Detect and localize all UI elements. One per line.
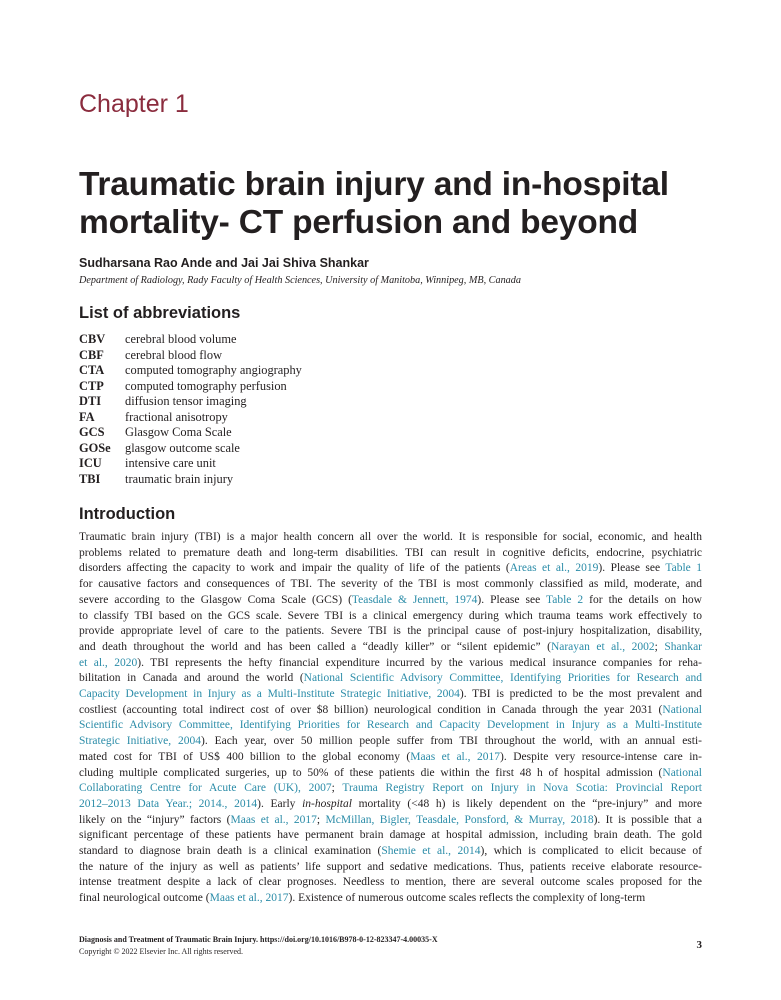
abbreviation-code: GOSe [79,440,111,455]
paragraph-line [79,609,702,625]
citation-link[interactable]: Shemie et al., 2014 [381,845,481,858]
paragraph-line [79,844,702,860]
abbreviation-meaning: computed tomography angiography [125,363,302,377]
paragraph-line [79,718,702,734]
body-text: significant percentage of these patients have permanent brain damage at hospital admission, including brain death. The gold [79,829,702,842]
affiliation: Department of Radiology, Rady Faculty of Health Sciences, University of Manitoba, Winnipeg, MB, Canada [79,275,521,286]
paragraph-line [79,561,702,577]
emphasis-text: in-hospital [302,797,352,810]
citation-link[interactable]: et al., 2020 [79,656,138,669]
abbreviation-code: CBV [79,332,106,346]
body-text: provide appropriate level of care to the patients. Severe TBI is the principal cause of post-injury hospitalization, disability, [79,625,702,638]
body-text: cluding multiple complicated surgeries, up to 50% of these patients die within the first 48 h of hospital admission ( [79,766,663,779]
page-footer [79,935,702,956]
abbreviation-row [79,425,302,441]
paragraph-line [79,891,702,907]
citation-link[interactable]: Trauma Registry Report on Injury in Nova Scotia: Provincial Report [342,782,702,795]
chapter-title: Traumatic brain injury and in-hospital mortality- CT perfusion and beyond [79,166,669,241]
paragraph-line [79,656,702,672]
paragraph-line [79,703,702,719]
paragraph-line [79,687,702,703]
introduction-heading: Introduction [79,505,176,523]
abbreviation-row [79,472,302,488]
body-text: ). Despite very resource-intense care in- [500,750,702,763]
paragraph-line [79,530,702,546]
body-text: problems related to premature death and long-term disabilities. TBI can result in cognitive deficits, endocrine, psychiatric [79,546,702,559]
paragraph-line [79,734,702,750]
body-text: ). Please see [477,593,546,606]
abbreviation-code: CBF [79,347,104,362]
abbreviation-code: GCS [79,425,105,439]
abbreviation-code: FA [79,409,95,424]
citation-link[interactable]: Scientific Advisory Committee, Identifying Priorities for Research and Capacity Development in Injury as a Multi-Institute [79,719,702,732]
body-text: to classify TBI based on the GCS scale. Severe TBI is a clinical emergency during which trauma teams work effectively to [79,609,702,622]
body-text: bilitation in Canada and around the world ( [79,672,304,685]
paragraph-line [79,640,702,656]
abbreviations-list [79,332,302,487]
abbreviation-meaning: intensive care unit [125,456,216,470]
body-text: intense treatment despite a lack of clear prognoses. Needless to mention, there are several outcome scales proposed for the [79,876,702,889]
body-text: ; [331,782,343,795]
abbreviation-meaning: Glasgow Coma Scale [125,425,232,439]
chapter-label: Chapter 1 [79,90,189,118]
abbreviation-code: CTP [79,378,104,393]
citation-link[interactable]: Capacity Development in Injury as a Multi-Institute Strategic Initiative, 2004 [79,688,460,701]
paragraph-line [79,875,702,891]
body-text: ). Please see [598,562,666,575]
body-text: final neurological outcome ( [79,892,210,905]
abbreviation-row [79,456,302,472]
abbreviation-row [79,332,302,348]
body-text: for causative factors and consequences of TBI. The severity of the TBI is most commonly classified as mild, moderate, and [79,578,702,591]
body-text: disorders affecting the capacity to work and impair the quality of life of the patients ( [79,562,510,575]
paragraph-line [79,750,702,766]
abbreviation-code: TBI [79,471,101,486]
abbreviation-row [79,348,302,364]
abbreviations-heading: List of abbreviations [79,304,241,322]
body-text: ). TBI represents the hefty financial expenditure incurred by the various medical insurance companies for reha- [137,656,702,669]
body-text: standard to diagnose brain death is a clinical examination ( [79,845,382,858]
abbreviation-row [79,394,302,410]
citation-link[interactable]: Strategic Initiative, 2004 [79,735,202,748]
body-text: ), which is complicated to elicit because of [480,845,702,858]
citation-link[interactable]: National [662,766,702,779]
citation-link[interactable]: Shankar [664,640,703,653]
citation-link[interactable]: Maas et al., 2017 [230,813,317,826]
abbreviation-code: DTI [79,394,102,408]
paragraph-line [79,860,702,876]
citation-link[interactable]: National Scientific Advisory Committee, Identifying Priorities for Research and [303,672,702,685]
citation-link[interactable]: Table 2 [546,593,584,606]
abbreviation-row [79,410,302,426]
body-text: mated cost for TBI of US$ 400 billion to the global economy ( [79,750,411,763]
body-text: severe according to the Glasgow Coma Scale (GCS) ( [79,593,352,606]
abbreviation-code: ICU [79,456,102,470]
citation-link[interactable]: Narayan et al., 2002 [550,640,655,653]
body-text: and death throughout the world and has been called a “deadly killer” or “silent epidemic” ( [79,640,551,653]
body-text: the nature of the injury as well as patients’ life support and sedative medications. Thus, patients receive elaborate resource- [79,860,702,873]
body-text: Traumatic brain injury (TBI) is a major health concern all over the world. It is responsible for social, economic, and health [79,531,702,543]
citation-link[interactable]: Areas et al., 2019 [509,562,599,575]
introduction-body [79,530,702,907]
citation-link[interactable]: Teasdale & Jennett, 1974 [351,593,478,606]
citation-link[interactable]: McMillan, Bigler, Teasdale, Ponsford, & Murray, 2018 [325,813,594,826]
paragraph-line [79,577,702,593]
abbreviation-meaning: glasgow outcome scale [125,440,240,455]
abbreviation-code: CTA [79,363,105,377]
paragraph-line [79,624,702,640]
citation-link[interactable]: Maas et al., 2017 [410,750,500,763]
body-text: for the details on how [583,593,702,606]
body-text: costliest (accounting total indirect cost of over $8 billion) neurological condition in Canada through the year 2031 ( [79,703,663,716]
footer-copyright: Copyright © 2022 Elsevier Inc. All rights reserved. [79,947,244,956]
abbreviation-meaning: cerebral blood volume [125,332,237,346]
abbreviation-row [79,441,302,457]
abbreviation-row [79,379,302,395]
citation-link[interactable]: National [662,703,702,716]
paragraph-line [79,766,702,782]
citation-link[interactable]: Collaborating Centre for Acute Care (UK), 2007 [79,782,332,795]
paragraph-line [79,546,702,562]
body-text: mortality (<48 h) is likely dependent on the “pre-injury” and more [351,797,702,810]
paragraph-line [79,781,702,797]
citation-link[interactable]: Table 1 [665,562,702,575]
body-text: ). Each year, over 50 million people suffer from TBI throughout the world, with an annual esti- [201,735,702,748]
paragraph-line [79,828,702,844]
paragraph-line [79,593,702,609]
abbreviation-meaning: cerebral blood flow [125,347,223,362]
body-text: ; [316,813,326,826]
abbreviation-meaning: fractional anisotropy [125,409,228,424]
abbreviation-meaning: diffusion tensor imaging [125,394,247,408]
footer-doi: Diagnosis and Treatment of Traumatic Brain Injury. https://doi.org/10.1016/B978-0-12-823347-4.00035-X [79,935,438,944]
body-text: ). Early [257,797,303,810]
authors: Sudharsana Rao Ande and Jai Jai Shiva Shankar [79,256,369,270]
body-text: ). TBI is predicted to be the most prevalent and [459,688,703,701]
citation-link[interactable]: 2012–2013 Data Year.; 2014., 2014 [79,797,258,810]
page-number: 3 [696,939,702,951]
body-text: likely on the “injury” factors ( [79,813,231,826]
citation-link[interactable]: Maas et al., 2017 [209,892,289,905]
abbreviation-meaning: traumatic brain injury [125,471,234,486]
paragraph-line [79,797,702,813]
body-text: ). Existence of numerous outcome scales reflects the complexity of long-term [288,892,646,905]
paragraph-line [79,671,702,687]
body-text: ). It is possible that a [593,813,702,826]
body-text: ; [654,640,665,653]
paragraph-line [79,813,702,829]
abbreviation-row [79,363,302,379]
abbreviation-meaning: computed tomography perfusion [125,378,287,393]
